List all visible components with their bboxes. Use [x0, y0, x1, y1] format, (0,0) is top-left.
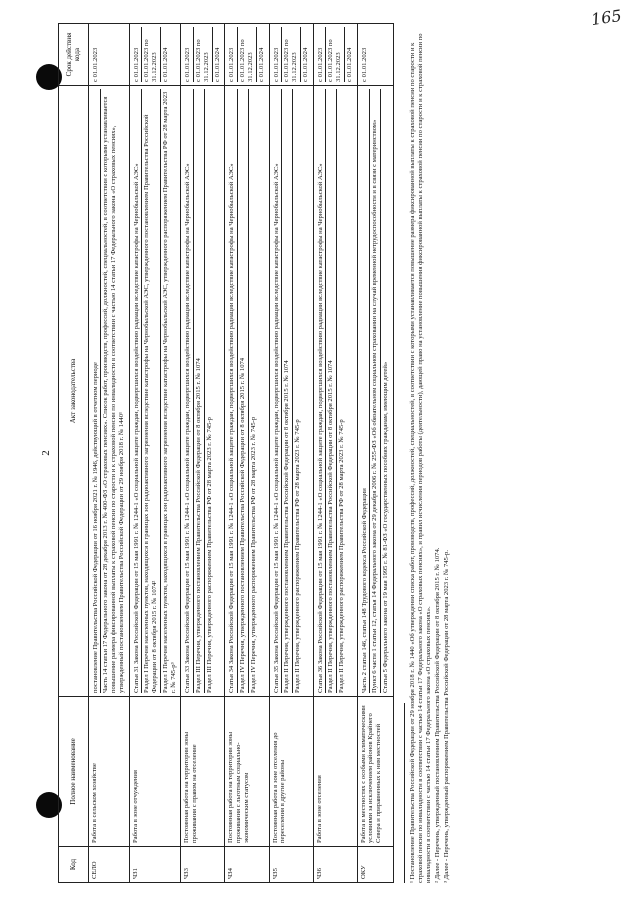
cell-name: Работа в сельском хозяйстве: [88, 696, 129, 846]
cell-name: Постоянная работа в зоне отселения до переселения в другие районы: [269, 696, 313, 846]
act-line: Пункт 6 части 1 статьи 12, статья 14 Федерального закона от 29 декабря 2006 г. № 255-ФЗ «Об обязательном социальном страховании на случай временной нетрудоспособности и в связи с материнством»: [370, 89, 381, 693]
table-row: [357, 23, 393, 882]
handwritten-page-number: 165: [590, 5, 624, 30]
cell-name: Работа в местностях с особыми климатическими условиями за исключением районов Крайнего Севера и приравненных к ним местностей: [357, 696, 393, 846]
cell-dates: [313, 23, 357, 85]
table-header-row: [59, 23, 89, 882]
act-line: Раздел I Перечня населенных пунктов, находящихся в границах зон радиоактивного загрязнения вследствие катастрофы на Чернобыльской АЭС, утвержденного постановлением Правительства Российской Федерации от 8 октября 2015 г. № 1074²: [142, 89, 161, 693]
date-line: с 01.01.2024: [257, 47, 265, 82]
cell-dates: [357, 23, 393, 85]
footnote: ³ Далее - Перечень, утвержденный распоряжением Правительства Российской Федерации от 28 марта 2023 г. № 745-р.: [443, 549, 451, 883]
act-line: Статья 33 Закона Российской Федерации от 15 мая 1991 г. № 1244-1 «О социальной защите граждан, подвергшихся воздействию радиации вследствие катастрофы на Чернобыльской АЭС»: [183, 89, 194, 693]
cell-code: ЧЗ1: [129, 846, 181, 882]
date-line: с 01.01.2024: [301, 47, 309, 82]
act-line: Статья 5 Федерального закона от 19 мая 1995 г. № 81-ФЗ «О государственных пособиях гражданам, имеющим детей»: [382, 361, 390, 693]
cell-acts: [129, 85, 181, 696]
date-line: с 01.01.2023: [272, 27, 283, 82]
act-line: Раздел IV Перечня, утвержденного постановлением Правительства Российской Федерации от 8 октября 2015 г. № 1074: [238, 89, 249, 693]
cell-dates: [225, 23, 269, 85]
act-line: Часть 2 статьи 146, статья 148 Трудового кодекса Российской Федерации: [360, 89, 371, 693]
date-line: с 01.01.2024: [213, 47, 221, 82]
act-line: Раздел IV Перечня, утвержденного распоряжением Правительства РФ от 28 марта 2023 г. № 745-р: [249, 416, 257, 693]
cell-dates: [181, 23, 225, 85]
date-line: с 01.01.2023 по 31.12.2023: [326, 27, 345, 82]
date-line: с 01.01.2023 по 31.12.2023: [194, 27, 213, 82]
cell-acts: [225, 85, 269, 696]
table-body: [88, 23, 393, 882]
cell-dates: [269, 23, 313, 85]
date-line: с 01.01.2024: [345, 47, 353, 82]
cell-acts: [269, 85, 313, 696]
table-row: [181, 23, 225, 882]
act-line: Раздел II Перечня, утвержденного распоряжением Правительства РФ от 28 марта 2023 г. № 745-р: [294, 418, 302, 693]
table-row: [313, 23, 357, 882]
act-line: Статья 34 Закона Российской Федерации от 15 мая 1991 г. № 1244-1 «О социальной защите граждан, подвергшихся воздействию радиации вследствие катастрофы на Чернобыльской АЭС»: [227, 89, 238, 693]
date-line: с 01.01.2023: [132, 27, 143, 82]
act-line: Статья 35 Закона Российской Федерации от 15 мая 1991 г. № 1244-1 «О социальной защите граждан, подвергшихся воздействию радиации вследствие катастрофы на Чернобыльской АЭС»: [272, 89, 283, 693]
cell-dates: [129, 23, 181, 85]
date-line: с 01.01.2023: [227, 27, 238, 82]
table-row: [225, 23, 269, 882]
date-line: с 01.01.2023: [183, 27, 194, 82]
act-line: Раздел I Перечня населенных пунктов, находящихся в границах зон радиоактивного загрязнения вследствие катастрофы на Чернобыльской АЭС, утвержденного распоряжением Правительства РФ от 28 марта 2023 г. № 745-р³: [161, 91, 177, 693]
cell-acts: [88, 85, 129, 696]
header-name: Полное наименование: [59, 696, 89, 846]
cell-code: ЧЗ6: [313, 846, 357, 882]
cell-name: Постоянная работа на территории зоны проживания с льготным социально-экономическим статусом: [225, 696, 269, 846]
header-code: Код: [59, 846, 89, 882]
header-period: Срок действия кода: [59, 23, 89, 85]
page-number: 2: [40, 449, 52, 456]
header-act: Акт законодательства: [59, 85, 89, 696]
footnotes: [404, 23, 451, 883]
cell-name: Работа в зоне отселения: [313, 696, 357, 846]
rotated-page: [40, 23, 600, 883]
footnote: ¹ Постановление Правительства Российской Федерации от 29 ноября 2018 г. № 1440 «Об утверждении списка работ, производств, профессий, должностей, специальностей, в соответствии с которыми устанавливается повышение размера фиксированной выплаты к страховой пенсии по старости и к страховой пенсии по инвалидности в соответствии с частью 14 статьи 17 Федерального закона «О страховых пенсиях», и правил исчисления периодов работы (деятельности), дающей право на установление повышения фиксированной выплаты к страховой пенсии по старости и к страховой пенсии по инвалидности в соответствии с частью 14 статьи 17 Федерального закона «О страховых пенсиях».: [408, 32, 432, 883]
cell-acts: [181, 85, 225, 696]
date-line: с 01.01.2023 по 31.12.2023: [282, 27, 301, 82]
table-row: [88, 23, 129, 882]
cell-name: Работа в зоне отчуждения: [129, 696, 181, 846]
footnote: ² Далее - Перечень, утвержденный постановлением Правительства Российской Федерации от 8 октября 2015 г. № 1074.: [434, 547, 442, 883]
table-row: [129, 23, 181, 882]
legislation-table: [58, 23, 394, 883]
cell-dates: [88, 23, 129, 85]
act-line: Раздел II Перечня, утвержденного постановлением Правительства Российской Федерации от 8 октября 2015 г. № 1074: [326, 89, 337, 693]
date-line: с 01.01.2023 по 31.12.2023: [238, 27, 257, 82]
date-line: с 01.01.2023: [316, 27, 327, 82]
cell-code: ОКУ: [357, 846, 393, 882]
table-row: [269, 23, 313, 882]
date-line: с 01.01.2023 по 31.12.2023: [142, 27, 161, 82]
cell-code: ЧЗ4: [225, 846, 269, 882]
date-line: с 01.01.2023: [360, 47, 368, 82]
act-line: Раздел III Перечня, утвержденного постановлением Правительства Российской Федерации от 8 октября 2015 г. № 1074: [194, 89, 205, 693]
act-line: Раздел II Перечня, утвержденного распоряжением Правительства РФ от 28 марта 2023 г. № 745-р: [338, 418, 346, 693]
date-line: с 01.01.2024: [161, 47, 169, 82]
date-line: с 01.01.2023: [91, 47, 99, 82]
act-line: Часть 14 статьи 17 Федерального закона от 28 декабря 2013 г. № 400-ФЗ «О страховых пенсиях». Список работ, производств, профессий, должностей, специальностей, в соответствии с которыми устанавливается повышение размера фиксированной выплаты к страховой пенсии по старости и к страховой пенсии по инвалидности в соответствии с частью 14 статьи 17 Федерального закона «О страховых пенсиях», утвержденный постановлением Правительства Российской Федерации от 29 ноября 2018 г. № 1440¹: [102, 96, 125, 693]
cell-name: Постоянная работа на территории зоны проживания с правом на отселение: [181, 696, 225, 846]
act-line: постановление Правительства Российской Федерации от 16 ноября 2021 г. № 1946, действующий в отчетном периоде: [91, 89, 102, 693]
act-line: Раздел II Перечня, утвержденного постановлением Правительства Российской Федерации от 8 октября 2015 г. № 1074: [282, 89, 293, 693]
cell-acts: [357, 85, 393, 696]
footnote-rule: [404, 703, 405, 883]
cell-code: СЕЛО: [88, 846, 129, 882]
cell-code: ЧЗ5: [269, 846, 313, 882]
cell-code: ЧЗ3: [181, 846, 225, 882]
act-line: Статья 31 Закона Российской Федерации от 15 мая 1991 г. № 1244-1 «О социальной защите граждан, подвергшихся воздействию радиации вследствие катастрофы на Чернобыльской АЭС»: [132, 89, 143, 693]
act-line: Раздел III Перечня, утвержденного распоряжением Правительства РФ от 28 марта 2023 г. № 745-р: [205, 416, 213, 693]
cell-acts: [313, 85, 357, 696]
act-line: Статья 36 Закона Российской Федерации от 15 мая 1991 г. № 1244-1 «О социальной защите граждан, подвергшихся воздействию радиации вследствие катастрофы на Чернобыльской АЭС»: [316, 89, 327, 693]
